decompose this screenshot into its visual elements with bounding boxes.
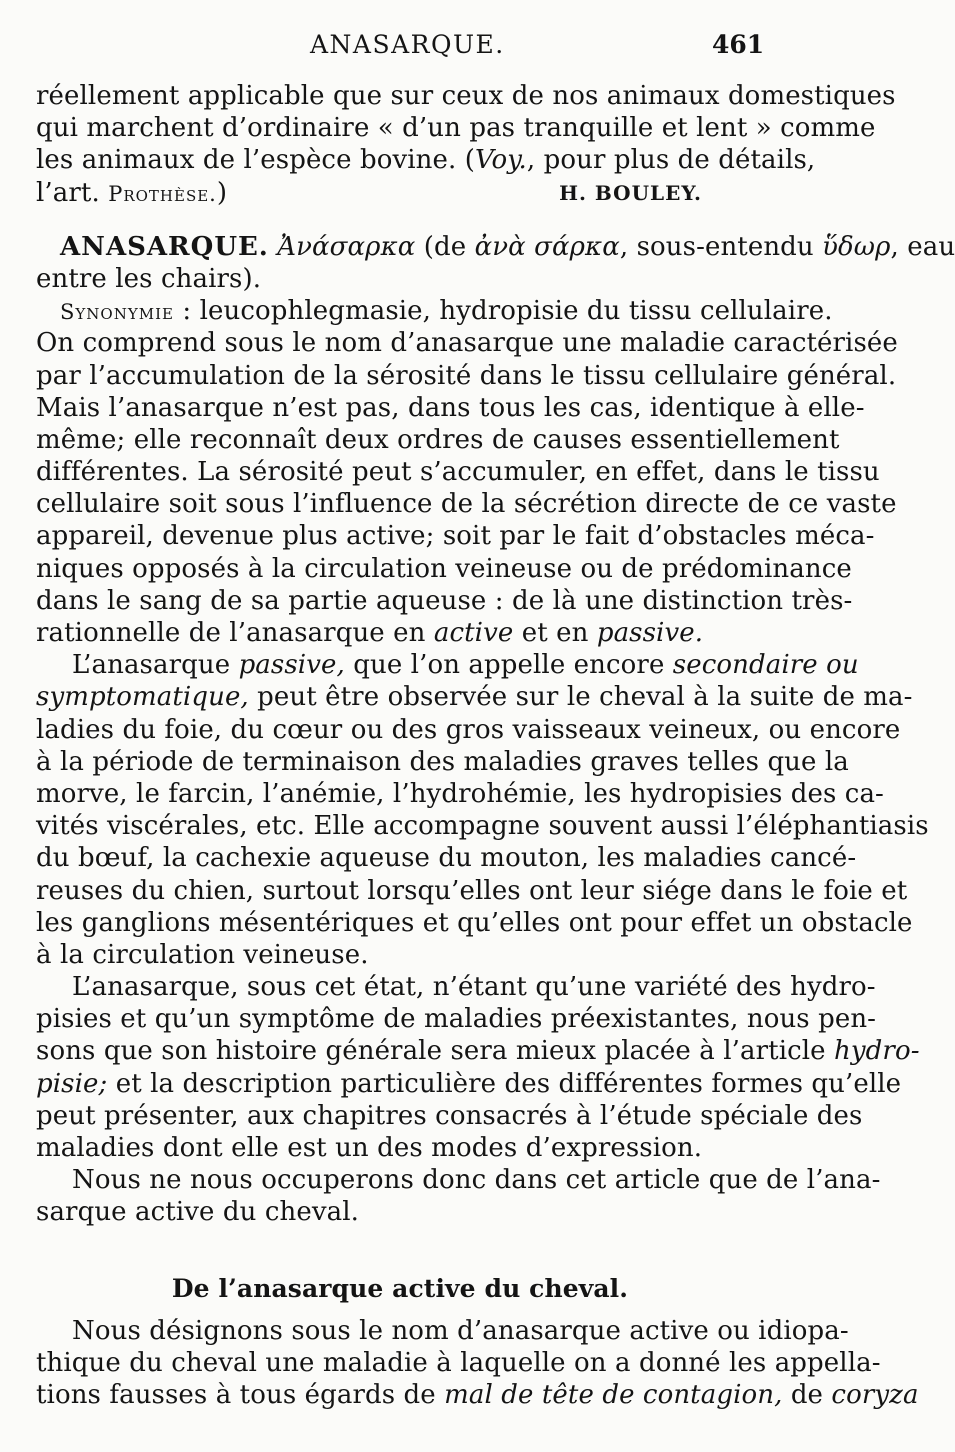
text-line: maladies dont elle est un des modes d’expression. — [36, 1133, 703, 1163]
section-title: De l’anasarque active du cheval. — [171, 1273, 629, 1303]
greek-term: ὕδωρ — [822, 231, 891, 262]
text-line: les animaux de l’espèce bovine. (Voy., pour plus de détails, — [36, 145, 816, 176]
text-line: L’anasarque passive, que l’on appelle encore secondaire ou — [72, 650, 859, 681]
text-line: à la circulation veineuse. — [36, 939, 369, 970]
text-line: symptomatique, peut être observée sur le cheval à la suite de ma- — [36, 682, 913, 713]
text-line: Synonymie : leucophlegmasie, hydropisie du tissu cellulaire. — [60, 296, 833, 327]
text-line: dans le sang de sa partie aqueuse : de là une distinction très- — [36, 585, 853, 616]
text-line: Nous ne nous occuperons donc dans cet article que de l’ana- — [72, 1165, 881, 1196]
running-head — [0, 30, 800, 64]
text-line: appareil, devenue plus active; soit par le fait d’obstacles méca- — [36, 521, 875, 552]
entry-heading — [36, 231, 955, 295]
synonymie-label: Synonymie — [60, 300, 174, 325]
text-line: du bœuf, la cachexie aqueuse du mouton, les maladies cancé- — [36, 843, 857, 874]
text-line: même; elle reconnaît deux ordres de causes essentiellement — [36, 424, 840, 455]
paragraph-final — [36, 1315, 919, 1412]
running-head-title: ANASARQUE. — [310, 30, 505, 59]
text-line: niques opposés à la circulation veineuse ou de prédominance — [36, 553, 852, 584]
text-line: sons que son histoire générale sera mieux placée à l’article hydro- — [36, 1036, 920, 1067]
cross-reference: Prothèse. — [108, 181, 217, 206]
paragraph-continuation — [36, 80, 896, 209]
paragraph-passive — [36, 649, 929, 971]
text-line: Mais l’anasarque n’est pas, dans tous les cas, identique à elle- — [36, 392, 865, 423]
entry-headword: ANASARQUE. — [60, 231, 269, 262]
text-line: reuses du chien, surtout lorsqu’elles ont leur siége dans le foie et — [36, 875, 908, 906]
greek-term: Ἀνάσαρκα — [277, 231, 416, 262]
text-line: différentes. La sérosité peut s’accumuler, en effet, dans le tissu — [36, 457, 880, 488]
text-line: vités viscérales, etc. Elle accompagne souvent aussi l’éléphantiasis — [36, 811, 929, 842]
text-line: entre les chairs). — [36, 263, 262, 294]
text-line: pisies et qu’un symptôme de maladies préexistantes, nous pen- — [36, 1004, 877, 1035]
text-line: rationnelle de l’anasarque en active et en passive. — [36, 618, 704, 648]
paragraph-synonymie — [36, 295, 898, 649]
text-line: peut présenter, aux chapitres consacrés à l’étude spéciale des — [36, 1100, 863, 1131]
text-line: L’anasarque, sous cet état, n’étant qu’une variété des hydro- — [72, 972, 876, 1003]
text-line: à la période de terminaison des maladies graves telles que la — [36, 746, 849, 777]
text-line: thique du cheval une maladie à laquelle on a donné les appella- — [36, 1347, 881, 1378]
text-line: tions fausses à tous égards de mal de tête de contagion, de coryza — [36, 1379, 919, 1410]
text-line: pisie; et la description particulière des différentes formes qu’elle — [36, 1068, 902, 1099]
text-line: l’art. Prothèse.) H. BOULEY. — [36, 177, 702, 208]
author-signature: H. BOULEY. — [559, 180, 702, 205]
text-line: qui marchent d’ordinaire « d’un pas tranquille et lent » comme — [36, 113, 876, 144]
paragraph-etat — [36, 971, 920, 1164]
page-body — [36, 80, 955, 1411]
text-line: sarque active du cheval. — [36, 1197, 359, 1228]
text-line: réellement applicable que sur ceux de nos animaux domestiques — [36, 81, 896, 111]
text-line: morve, le farcin, l’anémie, l’hydrohémie, les hydropisies des ca- — [36, 778, 884, 809]
greek-term: ἀνὰ σάρκα — [474, 231, 620, 262]
paragraph-nous — [36, 1164, 881, 1228]
text-line: ANASARQUE. Ἀνάσαρκα (de ἀνὰ σάρκα, sous-entendu ὕδωρ, eau — [60, 231, 955, 262]
text-line: cellulaire soit sous l’influence de la sécrétion directe de ce vaste — [36, 489, 897, 520]
text-line: On comprend sous le nom d’anasarque une maladie caractérisée — [36, 328, 898, 359]
text-line: ladies du foie, du cœur ou des gros vaisseaux veineux, ou encore — [36, 714, 901, 745]
text-line: par l’accumulation de la sérosité dans le tissu cellulaire général. — [36, 360, 897, 391]
text-line: les ganglions mésentériques et qu’elles ont pour effet un obstacle — [36, 907, 913, 938]
text-line: Nous désignons sous le nom d’anasarque active ou idiopa- — [72, 1315, 849, 1346]
page-number: 461 — [712, 30, 765, 59]
